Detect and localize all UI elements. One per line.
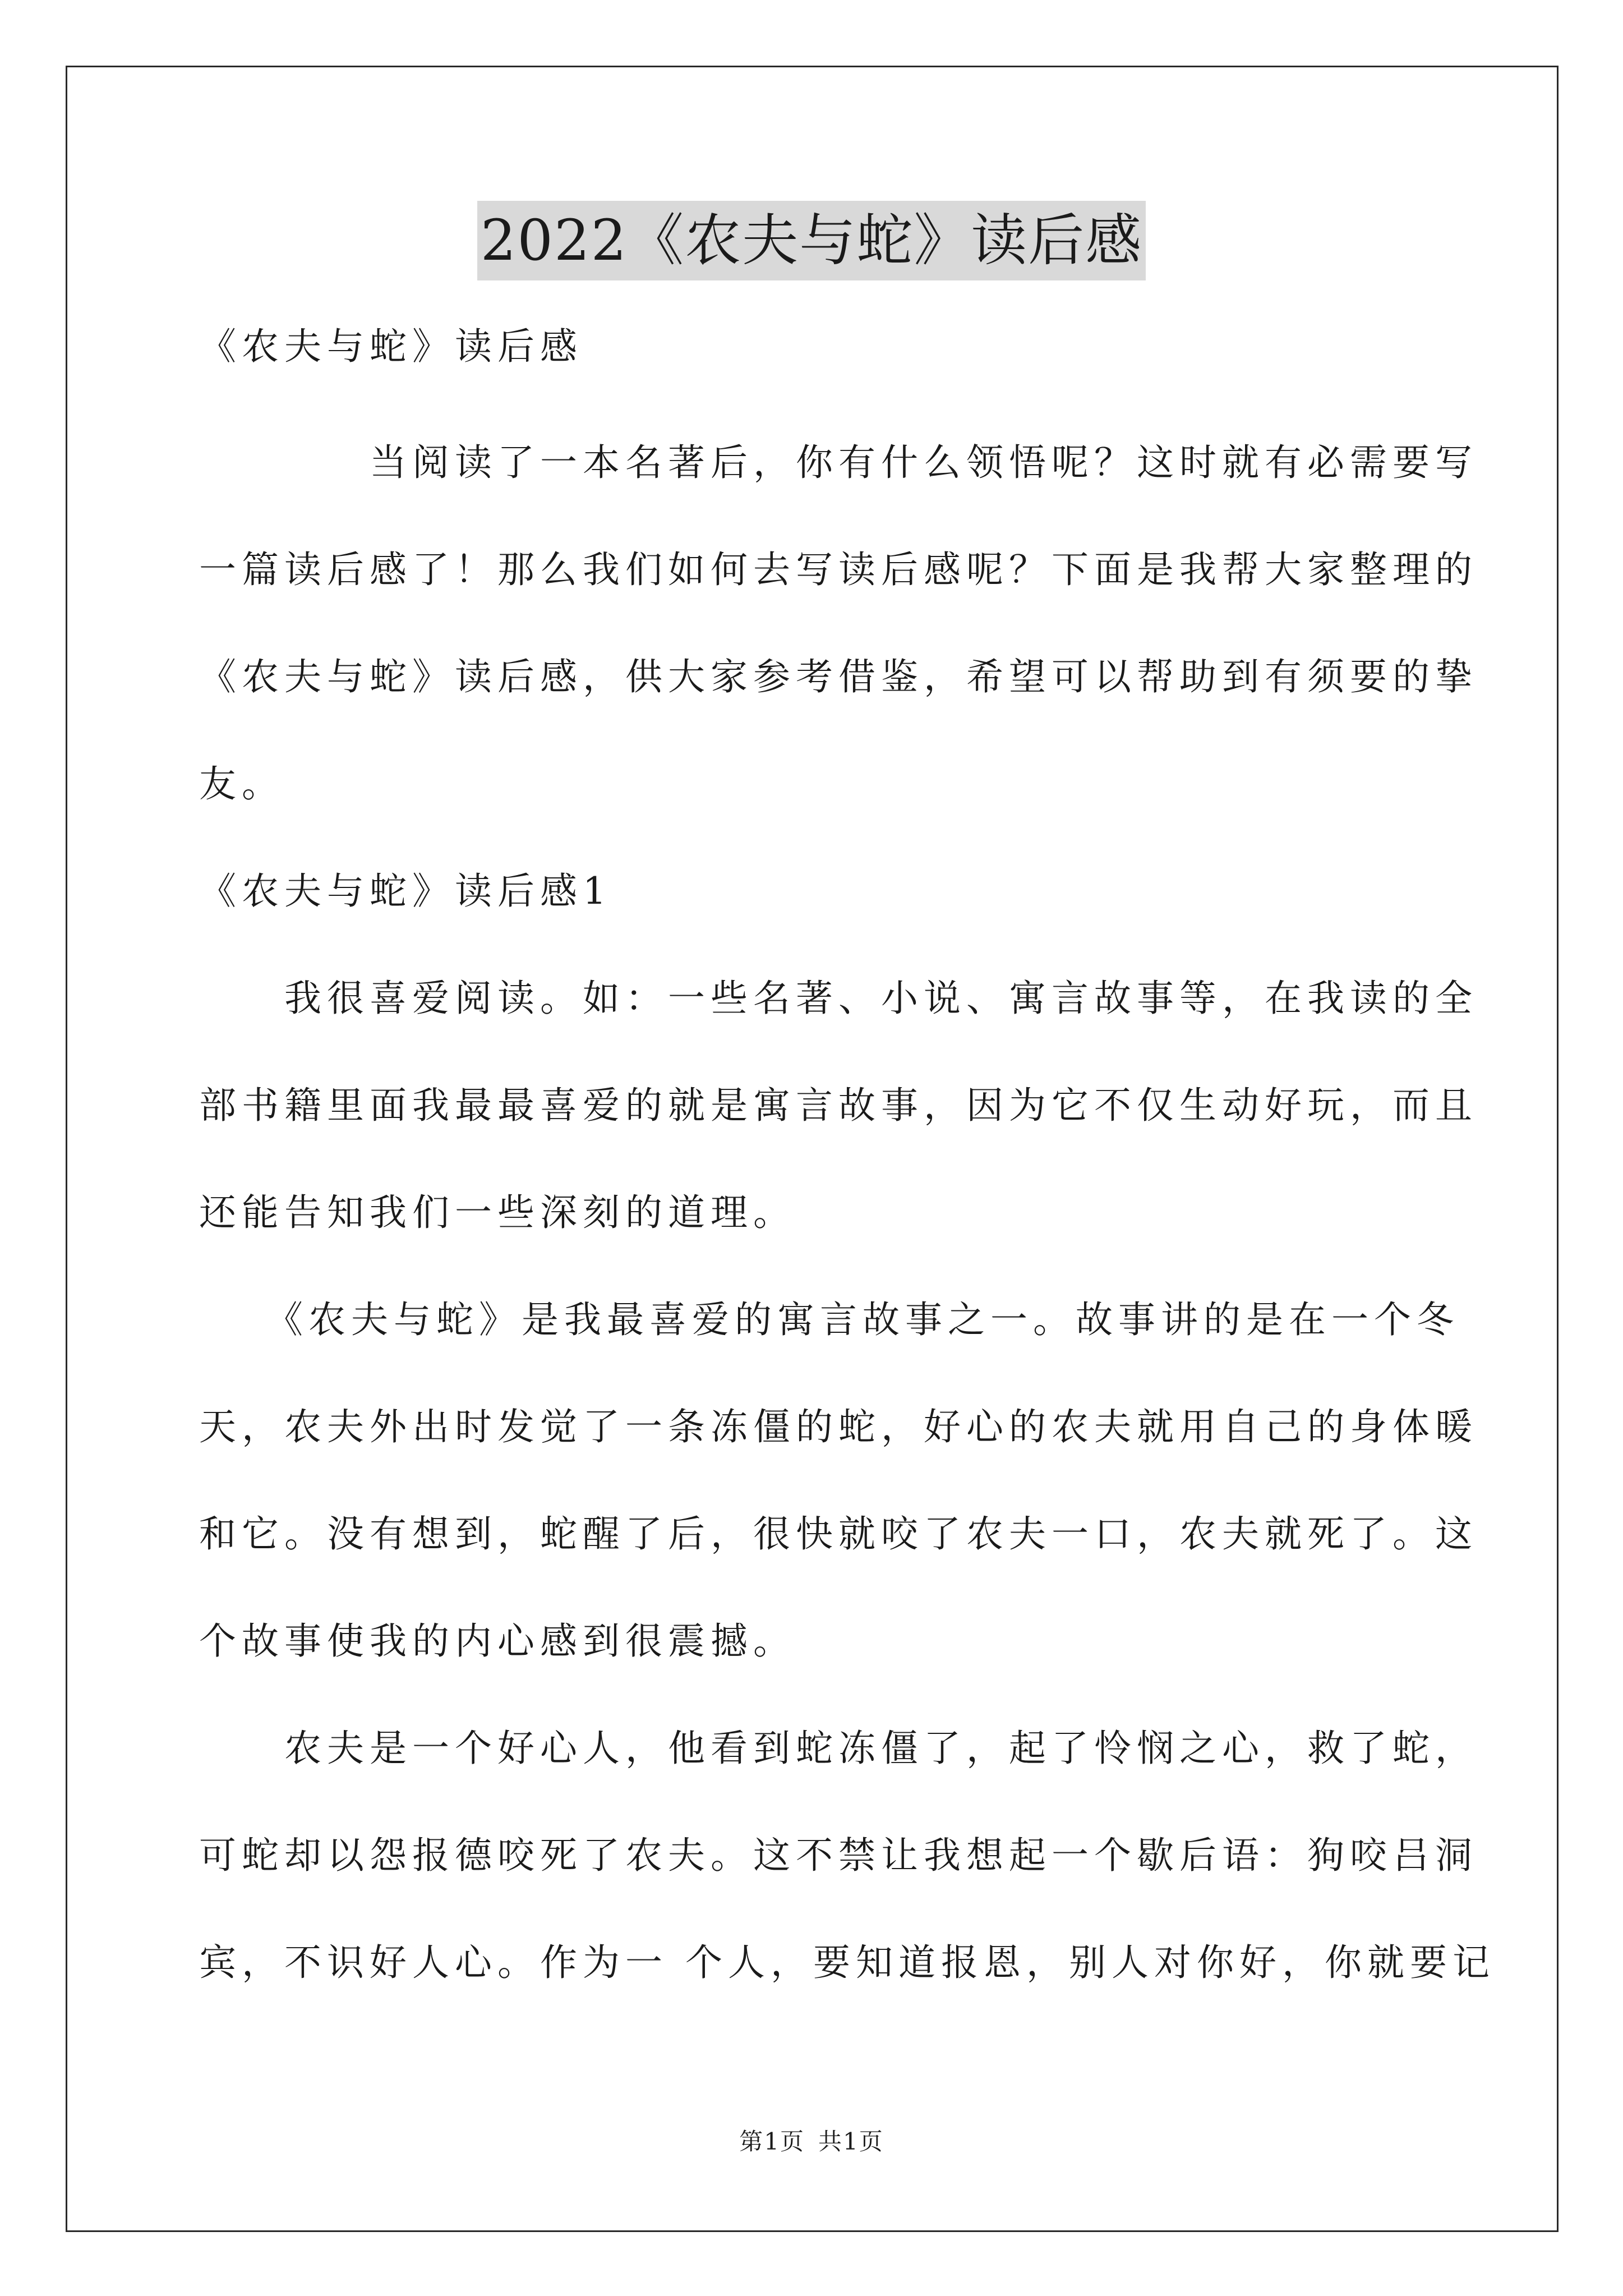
paragraph-line: 我很喜爱阅读。如：一些名著、小说、寓言故事等，在我读的全: [199, 977, 1478, 1020]
paragraph-line: 《农夫与蛇》是我最喜爱的寓言故事之一。故事讲的是在一个冬: [199, 1298, 1459, 1341]
page-footer: [0, 2123, 1623, 2157]
title-container: [0, 201, 1623, 280]
paragraph-line: 和它。没有想到，蛇醒了后，很快就咬了农夫一口，农夫就死了。这: [199, 1512, 1478, 1556]
document-title: 2022《农夫与蛇》读后感: [477, 201, 1146, 280]
paragraph-line: 友。: [199, 762, 284, 806]
paragraph-line: 宾，不识好人心。作为一 个人，要知道报恩，别人对你好，你就要记: [199, 1941, 1495, 1984]
paragraph-line: 天，农夫外出时发觉了一条冻僵的蛇，好心的农夫就用自己的身体暖: [199, 1405, 1478, 1448]
paragraph-line: 一篇读后感了！那么我们如何去写读后感呢？下面是我帮大家整理的: [199, 548, 1478, 591]
paragraph-line: 可蛇却以怨报德咬死了农夫。这不禁让我想起一个歇后语：狗咬吕洞: [199, 1834, 1478, 1877]
section-heading: 《农夫与蛇》读后感1: [199, 869, 612, 913]
page-border: [66, 66, 1559, 2232]
page-total: 共1页: [818, 2128, 884, 2155]
page-number: 第1页: [739, 2128, 805, 2155]
paragraph-line: 农夫是一个好心人，他看到蛇冻僵了，起了怜悯之心，救了蛇，: [199, 1727, 1478, 1770]
paragraph-line: 部书籍里面我最最喜爱的就是寓言故事，因为它不仅生动好玩，而且: [199, 1084, 1478, 1127]
paragraph-line: 个故事使我的内心感到很震撼。: [199, 1619, 796, 1663]
paragraph-line: 《农夫与蛇》读后感，供大家参考借鉴，希望可以帮助到有须要的挚: [199, 655, 1478, 698]
paragraph-line: 当阅读了一本名著后，你有什么领悟呢？这时就有必需要写: [199, 441, 1478, 484]
paragraph-line: 还能告知我们一些深刻的道理。: [199, 1191, 796, 1234]
subtitle-line: 《农夫与蛇》读后感: [199, 325, 583, 368]
